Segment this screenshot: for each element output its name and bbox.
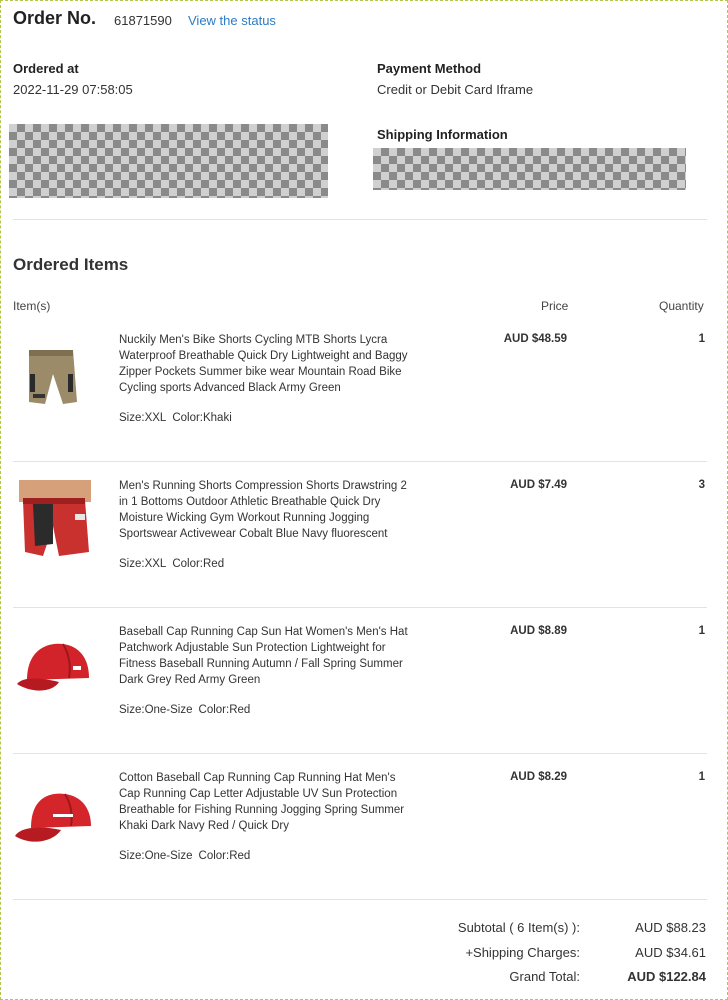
item-attributes [119,412,232,424]
shipping-charges-value: AUD $34.61 [635,945,706,960]
item-color: Color:Khaki [172,412,232,424]
item-quantity: 1 [698,625,705,637]
order-number-label: Order No. [13,8,97,28]
grand-total-label: Grand Total: [509,969,580,984]
row-divider [13,461,707,462]
cap-red-icon[interactable] [13,620,93,712]
order-item-row [13,318,707,464]
item-attributes [119,850,250,862]
item-size: Size:XXL [119,412,167,424]
item-price: AUD $48.59 [503,333,567,345]
column-header-items: Item(s) [13,299,51,313]
item-price: AUD $7.49 [510,479,567,491]
item-size: Size:XXL [119,558,167,570]
item-color: Color:Red [198,850,251,862]
order-number-value: 61871590 [114,13,172,28]
grand-total-value: AUD $122.84 [627,969,706,984]
order-item-row [13,610,707,756]
item-title[interactable]: Men's Running Shorts Compression Shorts Drawstring 2 in 1 Bottoms Outdoor Athletic Breathable Quick Dry Moisture Wicking Gym Workout Running Jogging Sportswear Activewear Cobalt Blue Navy fluorescent [119,480,407,540]
item-title[interactable]: Baseball Cap Running Cap Sun Hat Women's Men's Hat Patchwork Adjustable Sun Protection Lightweight for Fitness Baseball Running Autumn / Fall Spring Summer Dark Grey Red Army Green [119,626,408,686]
column-header-quantity: Quantity [659,299,704,313]
cap-red-icon[interactable] [13,766,93,858]
row-divider [13,899,707,900]
shorts-red-icon[interactable] [13,474,93,566]
order-item-row [13,756,707,902]
shipping-charges-label: +Shipping Charges: [465,945,580,960]
item-title[interactable]: Cotton Baseball Cap Running Cap Running Hat Men's Cap Running Cap Letter Adjustable UV Sun Protection Breathable for Fishing Running Jogging Spring Summer Khaki Dark Navy Red / Quick Dry [119,772,405,832]
shorts-khaki-icon[interactable] [13,328,93,420]
item-attributes [119,704,250,716]
item-size: Size:One-Size [119,704,193,716]
subtotal-label: Subtotal ( 6 Item(s) ): [457,920,580,935]
shipping-information-label: Shipping Information [377,127,508,142]
item-price: AUD $8.89 [510,625,567,637]
section-divider [13,219,707,220]
item-price: AUD $8.29 [510,771,567,783]
payment-method-value: Credit or Debit Card Iframe [377,82,534,97]
item-attributes [119,558,224,570]
item-quantity: 1 [698,333,705,345]
ordered-items-title: Ordered Items [13,255,129,274]
order-item-row [13,464,707,610]
view-status-link[interactable]: View the status [188,13,276,28]
item-quantity: 1 [698,771,705,783]
column-header-price: Price [541,299,569,313]
item-quantity: 3 [698,479,705,491]
row-divider [13,607,707,608]
redacted-shipping-block [373,148,686,190]
item-title[interactable]: Nuckily Men's Bike Shorts Cycling MTB Shorts Lycra Waterproof Breathable Quick Dry Lightweight and Baggy Zipper Pockets Summer bike wear Mountain Road Bike Cycling sports Advanced Black Army Green [119,334,408,394]
ordered-at-label: Ordered at [13,61,79,76]
item-size: Size:One-Size [119,850,193,862]
redacted-address-block [9,124,328,198]
subtotal-value: AUD $88.23 [635,920,706,935]
item-color: Color:Red [172,558,225,570]
payment-method-label: Payment Method [377,61,482,76]
item-color: Color:Red [198,704,251,716]
row-divider [13,753,707,754]
ordered-at-value: 2022-11-29 07:58:05 [13,82,133,97]
